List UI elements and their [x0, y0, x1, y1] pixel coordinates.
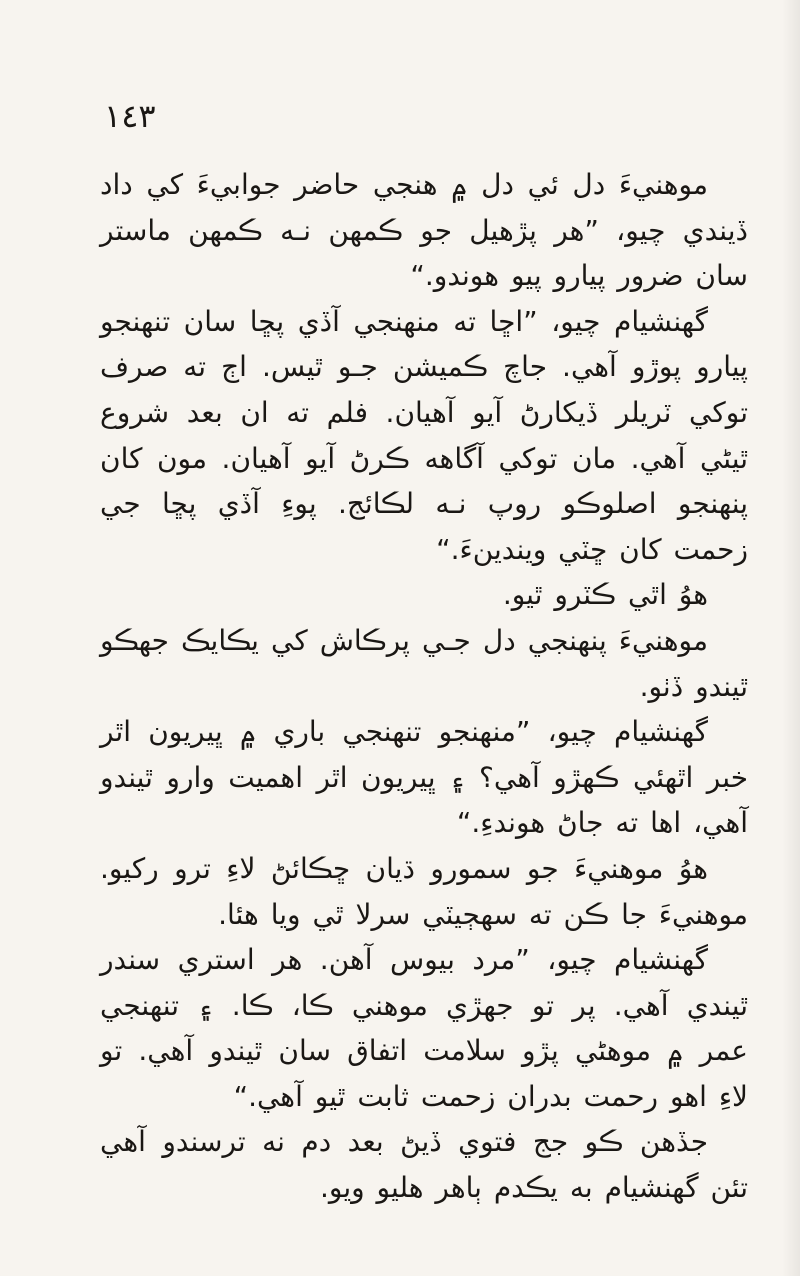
paragraph: گهنشيام چيو، ”اڇا ته منهنجي آڏي پڇا سان تنهنجو پيارو پوڙو آهي. جاچ ڪميشن جـو ٿيس. اڄ ته صرف توکي ٽريلر ڏيکارڻ آيو آهيان. فلم ته ان بعد شروع ٿيڻي آهي. مان توکي آگاهه ڪرڻ آيو آهيان. مون کان پنهنجو اصلوڪو روپ نـه لڪائج. پوءِ آڏي پڇا جي زحمت کان ڇٽي ويندينءَ.“: [100, 304, 748, 566]
paragraph: هوُ موهنيءَ جو سمورو ڌيان ڇڪائڻ لاءِ ترو رکيو. موهنيءَ جا ڪن ته سهڄيٽي سرلا ٿي ويا هئا.: [100, 851, 748, 931]
page-number: ١٤٣: [104, 97, 156, 135]
paragraph: هوُ اٿي ڪٽرو ٿيو.: [502, 578, 708, 612]
paragraph: موهنيءَ دل ئي دل ۾ هنجي حاضر جوابيءَ کي داد ڏيندي چيو، ”هر پڙهيل جو ڪمهن نـه ڪمهن ماستر سان ضرور پيارو پيو هوندو.“: [100, 168, 748, 293]
paragraph: موهنيءَ پنهنجي دل جـي پرڪاش کي يڪايڪ جهڪو ٿيندو ڏٺو.: [100, 623, 748, 703]
paragraph: جڏهن ڪو جج فتوي ڏيڻ بعد دم نه ترسندو آهي تئن گهنشيام به يڪدم ٻاهر هليو ويو.: [100, 1125, 748, 1205]
paragraph: گهنشيام چيو، ”منهنجو تنهنجي باري ۾ ڀيريون اٿر خبر اٿهئي ڪهڙو آهي؟ ۽ ڀيريون اٿر اهميت وارو ٿيندو آهي، اها ته جاڻ هوندءِ.“: [100, 715, 748, 840]
page-body-text: [100, 162, 748, 1211]
paragraph: گهنشيام چيو، ”مرد بيوس آهن. هر استري سندر ٿيندي آهي. پر تو جهڙي موهني ڪا، ڪا. ۽ تنهنجي عمر ۾ موهڻي پڙو سلامت اتفاق سان ٿيندو آهي. تو لاءِ اهو رحمت بدران زحمت ثابت ٿيو آهي.“: [100, 943, 748, 1113]
page-edge-shadow: [782, 0, 800, 1276]
